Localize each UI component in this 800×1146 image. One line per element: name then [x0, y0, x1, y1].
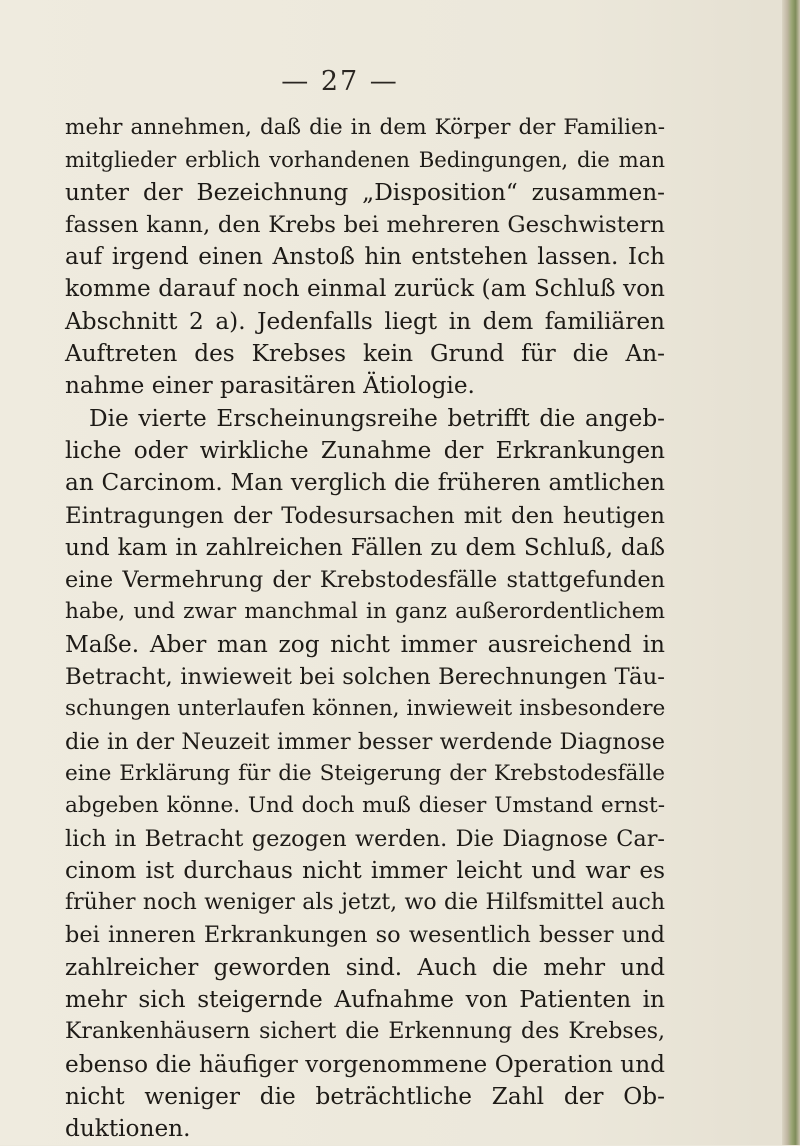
text-line: nahme einer parasitären Ätiologie.	[65, 372, 475, 400]
text-line: cinom ist durchaus nicht immer leicht und war es	[65, 856, 665, 884]
text-line: Die vierte Erscheinungsreihe betrifft die angeb-	[89, 404, 665, 432]
text-line: auf irgend einen Anstoß hin entstehen lassen. Ich	[65, 243, 665, 271]
text-line: schungen unterlaufen können, inwieweit insbesondere	[65, 696, 666, 722]
text-line: Maße. Aber man zog nicht immer ausreichend in	[65, 630, 665, 658]
text-line: liche oder wirkliche Zunahme der Erkrankungen	[65, 436, 665, 464]
text-line: Eintragungen der Todesursachen mit den heutigen	[65, 502, 665, 529]
text-line: an Carcinom. Man verglich die früheren amtlichen	[65, 469, 665, 497]
text-line: nicht weniger die beträchtliche Zahl der Ob-	[65, 1082, 665, 1110]
text-line: früher noch weniger als jetzt, wo die Hilfsmittel auch	[65, 890, 665, 916]
text-line: Krankenhäusern sichert die Erkennung des Krebses,	[65, 1019, 665, 1045]
text-line: lich in Betracht gezogen werden. Die Diagnose Car-	[65, 825, 665, 852]
text-line: ebenso die häufiger vorgenommene Operation und	[65, 1050, 665, 1078]
text-line: habe, und zwar manchmal in ganz außerordentlichem	[65, 599, 665, 625]
text-line: Auftreten des Krebses kein Grund für die An-	[65, 340, 665, 368]
page-number-header: — 27 —	[281, 66, 399, 97]
text-line: eine Vermehrung der Krebstodesfälle stattgefunden	[65, 567, 665, 594]
page-edge	[782, 0, 800, 1145]
text-line: abgeben könne. Und doch muß dieser Umstand ernst-	[65, 793, 665, 819]
text-line: eine Erklärung für die Steigerung der Krebstodesfälle	[65, 760, 665, 786]
text-line: mehr annehmen, daß die in dem Körper der Familien-	[65, 115, 665, 140]
text-line: die in der Neuzeit immer besser werdende Diagnose	[65, 728, 665, 755]
text-line: bei inneren Erkrankungen so wesentlich besser und	[65, 922, 665, 949]
text-line: unter der Bezeichnung „Disposition“ zusammen-	[65, 178, 665, 206]
text-line: und kam in zahlreichen Fällen zu dem Schluß, daß	[65, 533, 665, 561]
text-line: zahlreicher geworden sind. Auch die mehr und	[65, 953, 665, 981]
body-text	[65, 112, 665, 1146]
text-line: komme darauf noch einmal zurück (am Schluß von	[65, 275, 665, 303]
text-line: mitglieder erblich vorhandenen Bedingungen, die man	[65, 147, 665, 173]
text-line: mehr sich steigernde Aufnahme von Patienten in	[65, 986, 665, 1014]
text-line: duktionen.	[65, 1115, 191, 1143]
text-line: Betracht, inwieweit bei solchen Berechnungen Täu-	[65, 664, 665, 691]
text-line: Abschnitt 2 a). Jedenfalls liegt in dem familiären	[65, 307, 665, 335]
text-line: fassen kann, den Krebs bei mehreren Geschwistern	[65, 211, 665, 238]
